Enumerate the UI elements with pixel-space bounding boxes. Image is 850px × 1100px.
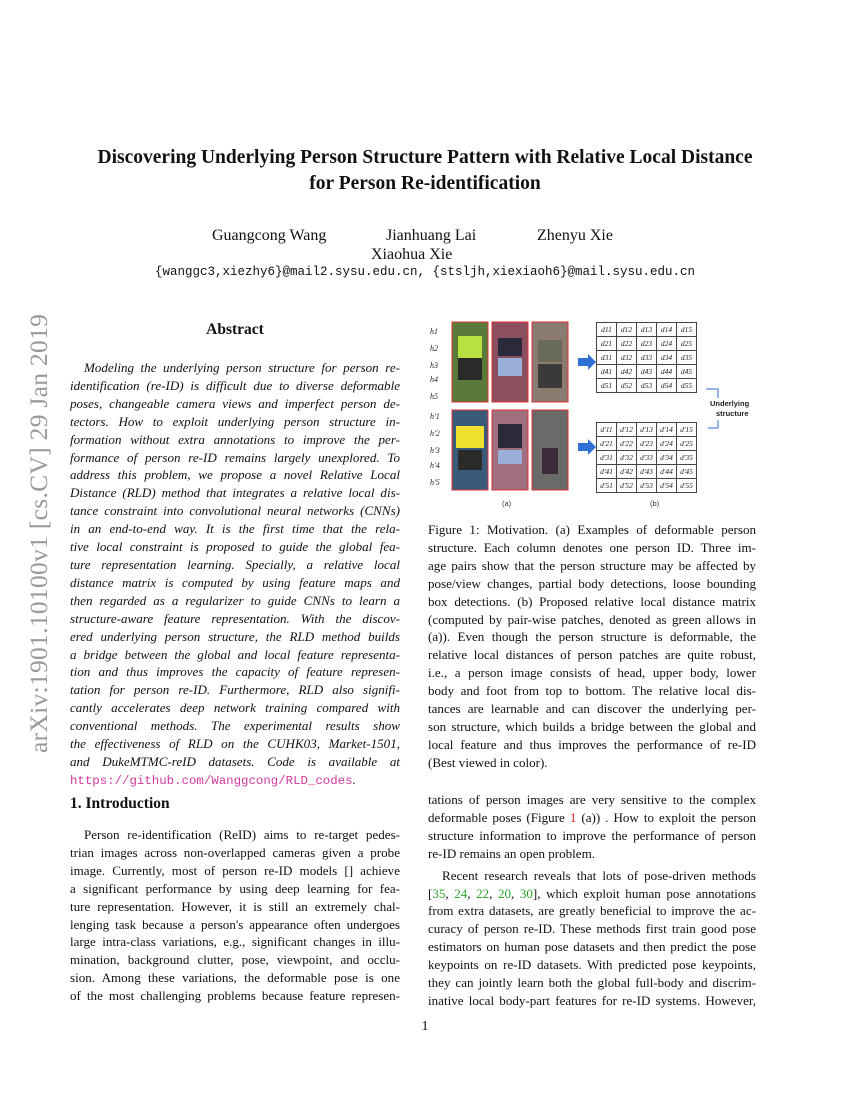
abstract-line: the effectiveness of RLD on the CUHK03, Market-1501, [70, 736, 400, 752]
matrix-cell: d42 [617, 365, 637, 379]
connector-line [706, 389, 718, 398]
matrix-cell: d51 [597, 379, 617, 393]
matrix-cell: d'51 [597, 479, 617, 493]
caption-line: local feature and thus improves the performance of re-ID [428, 736, 756, 752]
caption-line: pose/view changes, partial body detections, loose bounding [428, 575, 756, 591]
abstract-line: and DukeMTMC-reID datasets. Code is available at [70, 753, 400, 769]
body-line: re-ID remains an open problem. [428, 845, 596, 861]
matrix-cell: d'33 [637, 451, 657, 465]
body-line: Recent research reveals that lots of pose-driven methods [442, 867, 756, 883]
row-label-h1p: h'1 [430, 412, 440, 421]
intro-line: Person re-identification (ReID) aims to re-target pedes- [84, 827, 400, 842]
person-legs [458, 358, 482, 380]
body-line: keypoints on re-ID datasets. With predicted pose keypoints, [428, 957, 756, 973]
right-column-text [428, 791, 756, 1010]
intro-line: sion. Among these variations, the deformable pose is one [70, 970, 400, 986]
intro-line: a significant performance by using deep learning for fea- [70, 880, 400, 896]
caption-line: box detections. (b) Proposed relative local distance matrix [428, 593, 756, 609]
abstract-line: poses, changeable camera views and imperfect person de- [70, 395, 400, 411]
caption-line: (Best viewed in color). [428, 754, 548, 770]
url-suffix: . [352, 771, 356, 787]
page-number: 1 [421, 1019, 429, 1034]
row-label-h4: h4 [430, 375, 438, 384]
figure-1-graphic [428, 318, 758, 513]
caption-line: i.e., a person image consists of head, upper body, lower [428, 665, 756, 681]
matrix-cell: d'43 [637, 465, 657, 479]
body-line: from extra datasets, are greatly beneficial to improve the ac- [428, 903, 756, 919]
matrix-cell: d'42 [617, 465, 637, 479]
citation-link[interactable]: 20 [497, 885, 512, 901]
row-label-h4p: h'4 [430, 461, 440, 470]
abstract-line: in an end-to-end way. It is the first time that the rela- [70, 521, 400, 537]
caption-line: structure. Each column denotes one person ID. Three im- [428, 539, 756, 555]
intro-line: of the most challenging problems because feature represen- [70, 988, 400, 1004]
author-emails: {wanggc3,xiezhy6}@mail2.sysu.edu.cn, {stsljh,xiexiaoh6}@mail.sysu.edu.cn [154, 265, 696, 279]
code-link[interactable]: https://github.com/Wanggcong/RLD_codes [70, 773, 353, 788]
person-body [542, 448, 558, 474]
caption-line: relative local distances of person patches are quite robust, [428, 647, 756, 663]
matrix-cell: d52 [617, 379, 637, 393]
figure-1-caption [428, 521, 756, 772]
person-images-top [452, 322, 568, 402]
matrix-cell: d24 [657, 337, 677, 351]
abstract-line: ture representation learning. Specially, a relative local [70, 556, 400, 572]
caption-line: son structure, which builds a bridge between the global and [428, 718, 756, 734]
abstract-line: a bridge between the global and local feature representa- [70, 646, 400, 662]
distance-matrix-bottom [596, 422, 697, 493]
intro-line: large intra-class variations, e.g., significant changes in illu- [70, 934, 400, 950]
person-shirt [538, 340, 562, 362]
caption-line: (computed by pair-wise patches, denoted as green allows in [428, 611, 756, 627]
matrix-cell: d'12 [617, 423, 637, 437]
abstract-body [70, 359, 400, 791]
abstract-heading: Abstract [206, 321, 264, 338]
matrix-cell: d14 [657, 323, 677, 337]
matrix-cell: d'44 [657, 465, 677, 479]
person-shirt [498, 338, 522, 356]
abstract-line: ered underlying person structure, the RLD method builds [70, 628, 400, 644]
matrix-cell: d'45 [677, 465, 697, 479]
abstract-last-line [70, 771, 400, 791]
paper-title [60, 145, 790, 197]
caption-line: tances are learnable and can discover the underlying per- [428, 701, 756, 717]
matrix-cell: d'11 [597, 423, 617, 437]
matrix-cell: d'53 [637, 479, 657, 493]
matrix-cell: d31 [597, 351, 617, 365]
matrix-cell: d15 [677, 323, 697, 337]
body-line: estimators on human pose datasets and then predict the pose [428, 939, 756, 955]
introduction-body [70, 826, 400, 1005]
body-line: [35, 24, 22, 20, 30], which exploit human pose annotations [428, 885, 756, 901]
body-line [428, 809, 756, 827]
row-label-h5: h5 [430, 392, 438, 401]
matrix-cell: d'52 [617, 479, 637, 493]
intro-line: ture representation. However, it is still an extremely chal- [70, 898, 400, 914]
matrix-cell: d'35 [677, 451, 697, 465]
distance-matrix-top [596, 322, 697, 393]
matrix-cell: d32 [617, 351, 637, 365]
intro-line: lenging task because a person's appearance often undergoes [70, 916, 400, 932]
matrix-table [596, 322, 697, 393]
matrix-cell: d45 [677, 365, 697, 379]
abstract-line: tion and thus improves the capacity of feature represen- [70, 664, 400, 680]
title-line-1: Discovering Underlying Person Structure Pattern with Relative Local Distance [97, 147, 753, 168]
row-label-h1: h1 [430, 327, 438, 336]
caption-line: (a)). Even though the person structure is deformable, the [428, 629, 756, 645]
person-legs [538, 364, 562, 388]
matrix-cell: d'22 [617, 437, 637, 451]
arxiv-stamp: arXiv:1901.10100v1 [cs.CV] 29 Jan 2019 [24, 313, 53, 753]
author-3: Zhenyu Xie [537, 227, 613, 244]
abstract-line: then regarded as a regularizer to guide CNNs to learn a [70, 592, 400, 608]
citation-link[interactable]: 22 [476, 885, 490, 901]
matrix-cell: d'55 [677, 479, 697, 493]
body-line: curacy of person re-ID. These methods first train good pose [428, 921, 756, 937]
author-4: Xiaohua Xie [371, 246, 453, 263]
matrix-cell: d25 [677, 337, 697, 351]
matrix-cell: d'34 [657, 451, 677, 465]
person-legs [458, 450, 482, 470]
matrix-cell: d12 [617, 323, 637, 337]
matrix-cell: d'23 [637, 437, 657, 451]
abstract-line: formation without extra annotations to improve the per- [70, 431, 400, 447]
matrix-cell: d41 [597, 365, 617, 379]
matrix-cell: d44 [657, 365, 677, 379]
person-legs [498, 450, 522, 464]
abstract-line: cantly accelerates deep network training compared with [70, 700, 400, 716]
abstract-line: structure-aware feature representation. With the discov- [70, 610, 400, 626]
matrix-cell: d53 [637, 379, 657, 393]
intro-line: image. Currently, most of person re-ID models [] achieve [70, 862, 400, 878]
row-label-h2p: h'2 [430, 429, 440, 438]
matrix-table [596, 422, 697, 493]
figure-ref-link[interactable]: 1 [569, 809, 577, 825]
matrix-cell: d22 [617, 337, 637, 351]
body-line: structure information to improve the performance of person [428, 827, 756, 843]
abstract-line: tation for person re-ID. Furthermore, RLD also signifi- [70, 682, 400, 698]
matrix-cell: d43 [637, 365, 657, 379]
matrix-cell: d34 [657, 351, 677, 365]
row-label-h3p: h'3 [430, 446, 440, 455]
matrix-cell: d13 [637, 323, 657, 337]
intro-line: trian images across non-overlapped cameras given a probe [70, 844, 400, 860]
abstract-line: tive local constraint is proposed to guide the global fea- [70, 539, 400, 555]
title-line-2: for Person Re-identification [309, 173, 541, 194]
matrix-cell: d55 [677, 379, 697, 393]
abstract-line: identification (re-ID) is difficult due to diverse deformable [70, 377, 400, 393]
body-line: tations of person images are very sensitive to the complex [428, 792, 756, 807]
abstract-line: tance constraint into convolutional neural networks (CNNs) [70, 503, 400, 519]
matrix-cell: d35 [677, 351, 697, 365]
person-images-bottom [452, 410, 568, 490]
matrix-cell: d11 [597, 323, 617, 337]
connector-line [708, 420, 718, 428]
body-text: ], which exploit human pose annotations [532, 885, 756, 901]
caption-line: Figure 1: Motivation. (a) Examples of deformable person [428, 522, 756, 537]
arrow-right-icon [578, 439, 596, 455]
underlying-label-1: Underlying [710, 399, 750, 408]
caption-line: body and foot from top to bottom. The relative local dis- [428, 683, 756, 699]
citation-link[interactable]: 30 [519, 885, 533, 901]
caption-line: age pairs show that the person structure may be affected by [428, 557, 756, 573]
body-text: deformable poses (Figure [428, 809, 570, 825]
section-heading-introduction: 1. Introduction [70, 795, 170, 812]
matrix-cell: d'41 [597, 465, 617, 479]
citation-link[interactable]: 35 [432, 885, 446, 901]
abstract-line: Modeling the underlying person structure for person re- [84, 360, 400, 375]
subfigure-a-label: (a) [502, 499, 512, 508]
underlying-label-2: structure [716, 409, 749, 418]
matrix-cell: d'24 [657, 437, 677, 451]
body-line: inative local body-part features for re-ID systems. However, [428, 992, 756, 1008]
subfigure-b-label: (b) [650, 499, 660, 508]
matrix-cell: d'31 [597, 451, 617, 465]
body-text: (a)) . How to exploit the person [576, 809, 756, 825]
matrix-cell: d54 [657, 379, 677, 393]
row-label-h2: h2 [430, 344, 438, 353]
matrix-cell: d'32 [617, 451, 637, 465]
cite-bracket: [ [428, 885, 433, 901]
abstract-line: distance matrix is computed by using feature maps and [70, 574, 400, 590]
matrix-cell: d23 [637, 337, 657, 351]
abstract-line: conventional methods. The experimental results show [70, 718, 400, 734]
matrix-cell: d'25 [677, 437, 697, 451]
intro-line: mination, background clutter, pose, viewpoint, and occlu- [70, 952, 400, 968]
person-shirt [456, 426, 484, 448]
citation-link[interactable]: 24 [454, 885, 468, 901]
body-line: they can jointly learn both the global full-body and discrim- [428, 975, 756, 991]
abstract-line: Distance (RLD) method that integrates a relative local dis- [70, 485, 400, 501]
matrix-cell: d'13 [637, 423, 657, 437]
arrow-right-icon [578, 354, 596, 370]
author-2: Jianhuang Lai [386, 227, 477, 244]
abstract-line: formance of person re-ID remains largely unexplored. To [70, 449, 400, 465]
matrix-cell: d'15 [677, 423, 697, 437]
row-label-h5p: h'5 [430, 478, 440, 487]
abstract-line: tectors. How to exploit underlying person structure in- [70, 413, 400, 429]
row-label-h3: h3 [430, 361, 438, 370]
person-shirt [458, 336, 482, 358]
matrix-cell: d'21 [597, 437, 617, 451]
person-shirt [498, 424, 522, 448]
matrix-cell: d21 [597, 337, 617, 351]
matrix-cell: d'54 [657, 479, 677, 493]
author-1: Guangcong Wang [212, 227, 327, 244]
abstract-line: address this problem, we propose a novel Relative Local [70, 467, 400, 483]
matrix-cell: d33 [637, 351, 657, 365]
person-legs [498, 358, 522, 376]
figure-1 [428, 318, 758, 513]
matrix-cell: d'14 [657, 423, 677, 437]
